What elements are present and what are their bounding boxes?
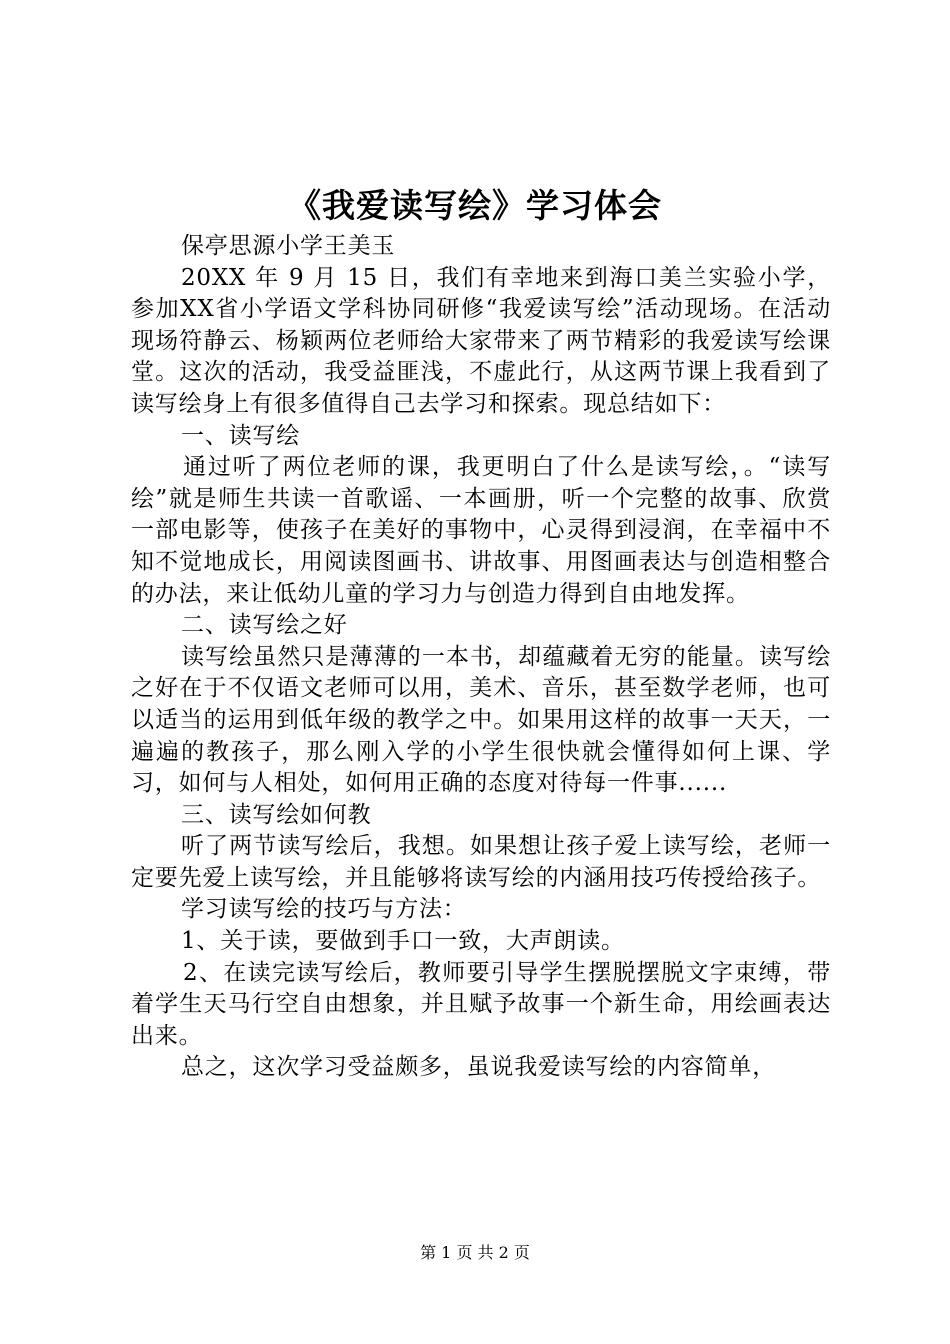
section-paragraph-3: 听了两节读写绘后，我想。如果想让孩子爱上读写绘，老师一定要先爱上读写绘，并且能够将读写绘的内涵用技巧传授给孩子。 <box>131 833 831 891</box>
section-paragraph-1: 通过听了两位老师的课，我更明白了什么是读写绘，。“读写绘”就是师生共读一首歌谣、一本画册，听一个完整的故事、欣赏一部电影等，使孩子在美好的事物中，心灵得到浸润，在幸福中不知不觉地成长，用阅读图画书、讲故事、用图画表达与创造相整合的办法，来让低幼儿童的学习力与创造力得到自由地发挥。 <box>131 454 831 607</box>
method-item-2: 2、在读完读写绘后，教师要引导学生摆脱摆脱文字束缚，带着学生天马行空自由想象，并且赋予故事一个新生命，用绘画表达出来。 <box>131 959 831 1049</box>
author-line: 保亭思源小学王美玉 <box>181 233 396 259</box>
section-heading-2: 二、读写绘之好 <box>181 612 348 639</box>
conclusion-paragraph: 总之，这次学习受益颇多，虽说我爱读写绘的内容简单， <box>181 1054 776 1081</box>
method-item-1: 1、关于读，要做到手口一致，大声朗读。 <box>181 928 625 955</box>
document-body <box>131 231 831 1084</box>
page-footer: 第 1 页 共 2 页 <box>420 1243 530 1262</box>
methods-heading: 学习读写绘的技巧与方法： <box>181 896 467 923</box>
document-title: 《我爱读写绘》学习体会 <box>288 186 662 225</box>
intro-paragraph: 20XX 年 9 月 15 日，我们有幸地来到海口美兰实验小学，参加XX省小学语文学科协同研修“我爱读写绘”活动现场。在活动现场符静云、杨颖两位老师给大家带来了两节精彩的我爱读写绘课堂。这次的活动，我受益匪浅，不虚此行，从这两节课上我看到了读写绘身上有很多值得自己去学习和探索。现总结如下： <box>131 264 831 417</box>
section-heading-3: 三、读写绘如何教 <box>181 801 372 828</box>
section-heading-1: 一、读写绘 <box>181 422 300 449</box>
section-paragraph-2: 读写绘虽然只是薄薄的一本书，却蕴藏着无穷的能量。读写绘之好在于不仅语文老师可以用，美术、音乐，甚至数学老师，也可以适当的运用到低年级的教学之中。如果用这样的故事一天天，一遍遍的教孩子，那么刚入学的小学生很快就会懂得如何上课、学习，如何与人相处，如何用正确的态度对待每一件事...... <box>131 643 831 797</box>
